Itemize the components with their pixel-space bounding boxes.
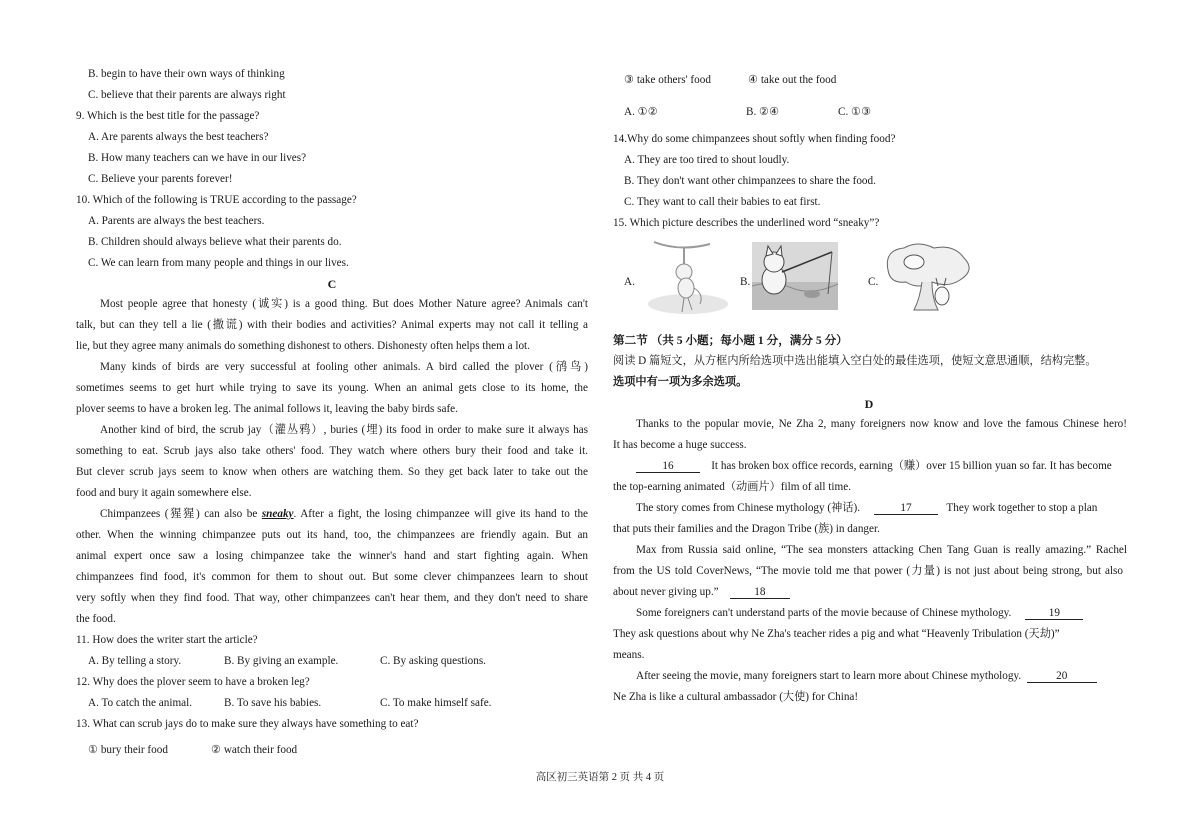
q15-label-b: B. bbox=[740, 276, 751, 288]
passage-c-line: But clever scrub jays seem to know when others are watching them. So they get back later to take out the bbox=[76, 466, 588, 478]
blank-17[interactable]: 17 bbox=[874, 503, 938, 515]
passage-c-line: Many kinds of birds are very successful at fooling other animals. A bird called the plover (鸻鸟) bbox=[100, 361, 588, 373]
question-10: 10. Which of the following is TRUE according to the passage? bbox=[76, 194, 357, 206]
q13-answer-c: C. ①③ bbox=[838, 106, 872, 118]
q11-option-c: C. By asking questions. bbox=[380, 655, 486, 667]
passage-c-line: chimpanzees find food, it's common for them to shout out. But some clever chimpanzees learn to shout bbox=[76, 571, 588, 583]
blank-19[interactable]: 19 bbox=[1025, 608, 1083, 620]
q15-label-c: C. bbox=[868, 276, 879, 288]
section-2-title: 第二节 （共 5 小题；每小题 1 分，满分 5 分） bbox=[613, 334, 848, 347]
q9-option-b: B. How many teachers can we have in our lives? bbox=[88, 152, 307, 164]
passage-d-line: the top-earning animated（动画片）film of all time. bbox=[613, 481, 851, 493]
q12-option-c: C. To make himself safe. bbox=[380, 697, 492, 709]
passage-d-line: Ne Zha is like a cultural ambassador (大使) for China! bbox=[613, 691, 859, 703]
p4-text-pre: Chimpanzees (猩猩) can also be bbox=[100, 508, 262, 520]
d-p2-text: It has broken box office records, earning（赚）over 15 billion yuan so far. It has become bbox=[711, 460, 1112, 472]
q14-option-c: C. They want to call their babies to eat first. bbox=[624, 196, 821, 208]
question-14: 14.Why do some chimpanzees shout softly when finding food? bbox=[613, 133, 896, 145]
passage-d-line: from the US told CoverNews, “The movie told me that power (力量) is not just about being strong, but also bbox=[613, 565, 1123, 577]
d-p3-text-post: They work together to stop a plan bbox=[946, 502, 1098, 514]
p4-text-post: . After a fight, the losing chimpanzee will give its hand to the bbox=[293, 508, 589, 520]
passage-c-line: Most people agree that honesty (诚实) is a good thing. But does Mother Nature agree? Animals can't bbox=[100, 298, 588, 310]
d-p3-text-pre: The story comes from Chinese mythology (神话). bbox=[636, 502, 861, 514]
passage-c-title: C bbox=[327, 277, 337, 291]
d-p4-last: about never giving up.” bbox=[613, 586, 719, 598]
section-2-instruction: 阅读 D 篇短文，从方框内所给选项中选出能填入空白处的最佳选项，使短文意思通顺，结构完整。 bbox=[613, 355, 1097, 367]
q10-option-b: B. Children should always believe what their parents do. bbox=[88, 236, 342, 248]
q13-choice-2: ② watch their food bbox=[211, 744, 298, 756]
passage-c-line: very softly when they find food. That way, other chimpanzees can't hear them, and they don't need to share bbox=[76, 592, 588, 604]
q12-option-a: A. To catch the animal. bbox=[88, 697, 193, 709]
passage-c-line: other. When the winning chimpanzee puts out its hand, too, the chimpanzees are friendly again. But an bbox=[76, 529, 588, 541]
question-9: 9. Which is the best title for the passage? bbox=[76, 110, 260, 122]
passage-c-line: lie, but they agree many animals do something dishonest to others. Dishonesty often helps them a lot. bbox=[76, 340, 530, 352]
passage-d-line bbox=[636, 503, 1097, 515]
blank-18[interactable]: 18 bbox=[730, 587, 790, 599]
passage-d-title: D bbox=[864, 397, 874, 411]
passage-c-line: sometimes seems to get hurt while trying to save its young. When an animal gets close to its home, the bbox=[76, 382, 588, 394]
passage-d-line: They ask questions about why Ne Zha's teacher rides a pig and what “Heavenly Tribulation (天劫)” bbox=[613, 628, 1060, 640]
passage-c-line: food and bury it again somewhere else. bbox=[76, 487, 252, 499]
q11-option-a: A. By telling a story. bbox=[88, 655, 182, 667]
tree-animals-picture bbox=[878, 240, 976, 314]
q8-option-c: C. believe that their parents are always right bbox=[88, 89, 286, 101]
q14-option-a: A. They are too tired to shout loudly. bbox=[624, 154, 790, 166]
passage-c-line: plover seems to have a broken leg. The animal follows it, leaving the baby birds safe. bbox=[76, 403, 458, 415]
passage-d-line bbox=[613, 587, 790, 599]
d-p5-text: Some foreigners can't understand parts of the movie because of Chinese mythology. bbox=[636, 607, 1012, 619]
q8-option-b: B. begin to have their own ways of thinking bbox=[88, 68, 285, 80]
q13-answer-a: A. ①② bbox=[624, 106, 658, 118]
blank-16[interactable]: 16 bbox=[636, 461, 700, 473]
passage-c-line: animal expert once saw a losing chimpanzee take the winner's hand and start fighting again. When bbox=[76, 550, 588, 562]
q9-option-a: A. Are parents always the best teachers? bbox=[88, 131, 269, 143]
passage-d-line: It has become a huge success. bbox=[613, 439, 747, 451]
q11-option-b: B. By giving an example. bbox=[224, 655, 339, 667]
q12-option-b: B. To save his babies. bbox=[224, 697, 322, 709]
passage-d-line: means. bbox=[613, 649, 645, 661]
q13-answer-b: B. ②④ bbox=[746, 106, 780, 118]
passage-c-line: Another kind of bird, the scrub jay（灌丛鸦）, buries (埋) its food in order to make sure it always has bbox=[100, 424, 588, 436]
passage-d-line: Thanks to the popular movie, Ne Zha 2, many foreigners now know and love the famous Chinese hero! bbox=[636, 418, 1127, 430]
passage-d-line bbox=[636, 461, 1112, 473]
q14-option-b: B. They don't want other chimpanzees to share the food. bbox=[624, 175, 876, 187]
cat-fishing-picture bbox=[752, 242, 838, 310]
question-13: 13. What can scrub jays do to make sure they always have something to eat? bbox=[76, 718, 419, 730]
d-p6-text: After seeing the movie, many foreigners start to learn more about Chinese mythology. bbox=[636, 670, 1022, 682]
passage-d-line: Max from Russia said online, “The sea monsters attacking Chen Tang Guan is really amazing.” Rachel bbox=[636, 544, 1127, 556]
monkey-picture bbox=[640, 238, 736, 318]
page-footer: 高区初三英语第 2 页 共 4 页 bbox=[535, 772, 665, 783]
passage-d-line: that puts their families and the Dragon Tribe (族) in danger. bbox=[613, 523, 880, 535]
underlined-word-sneaky: sneaky bbox=[261, 508, 294, 520]
passage-d-line bbox=[636, 671, 1097, 683]
q9-option-c: C. Believe your parents forever! bbox=[88, 173, 233, 185]
q15-label-a: A. bbox=[624, 276, 635, 288]
question-15: 15. Which picture describes the underlined word “sneaky”? bbox=[613, 217, 880, 229]
passage-c-line bbox=[100, 509, 588, 520]
passage-c-line: talk, but can they tell a lie (撒谎) with their bodies and activities? Animal experts may not call it telling a bbox=[76, 319, 588, 331]
blank-20[interactable]: 20 bbox=[1027, 671, 1097, 683]
question-12: 12. Why does the plover seem to have a broken leg? bbox=[76, 676, 310, 688]
q13-choice-1: ① bury their food bbox=[88, 744, 168, 756]
passage-c-line: the food. bbox=[76, 613, 116, 625]
q13-choice-3: ③ take others' food bbox=[624, 74, 711, 86]
passage-c-line: something to eat. Scrub jays also take others' food. They watch where others bury their food and take it. bbox=[76, 445, 588, 457]
section-2-instruction-note: 选项中有一项为多余选项。 bbox=[613, 376, 748, 388]
q10-option-a: A. Parents are always the best teachers. bbox=[88, 215, 265, 227]
question-11: 11. How does the writer start the article? bbox=[76, 634, 258, 646]
q10-option-c: C. We can learn from many people and things in our lives. bbox=[88, 257, 349, 269]
q13-choice-4: ④ take out the food bbox=[748, 74, 837, 86]
passage-d-line bbox=[636, 608, 1083, 620]
